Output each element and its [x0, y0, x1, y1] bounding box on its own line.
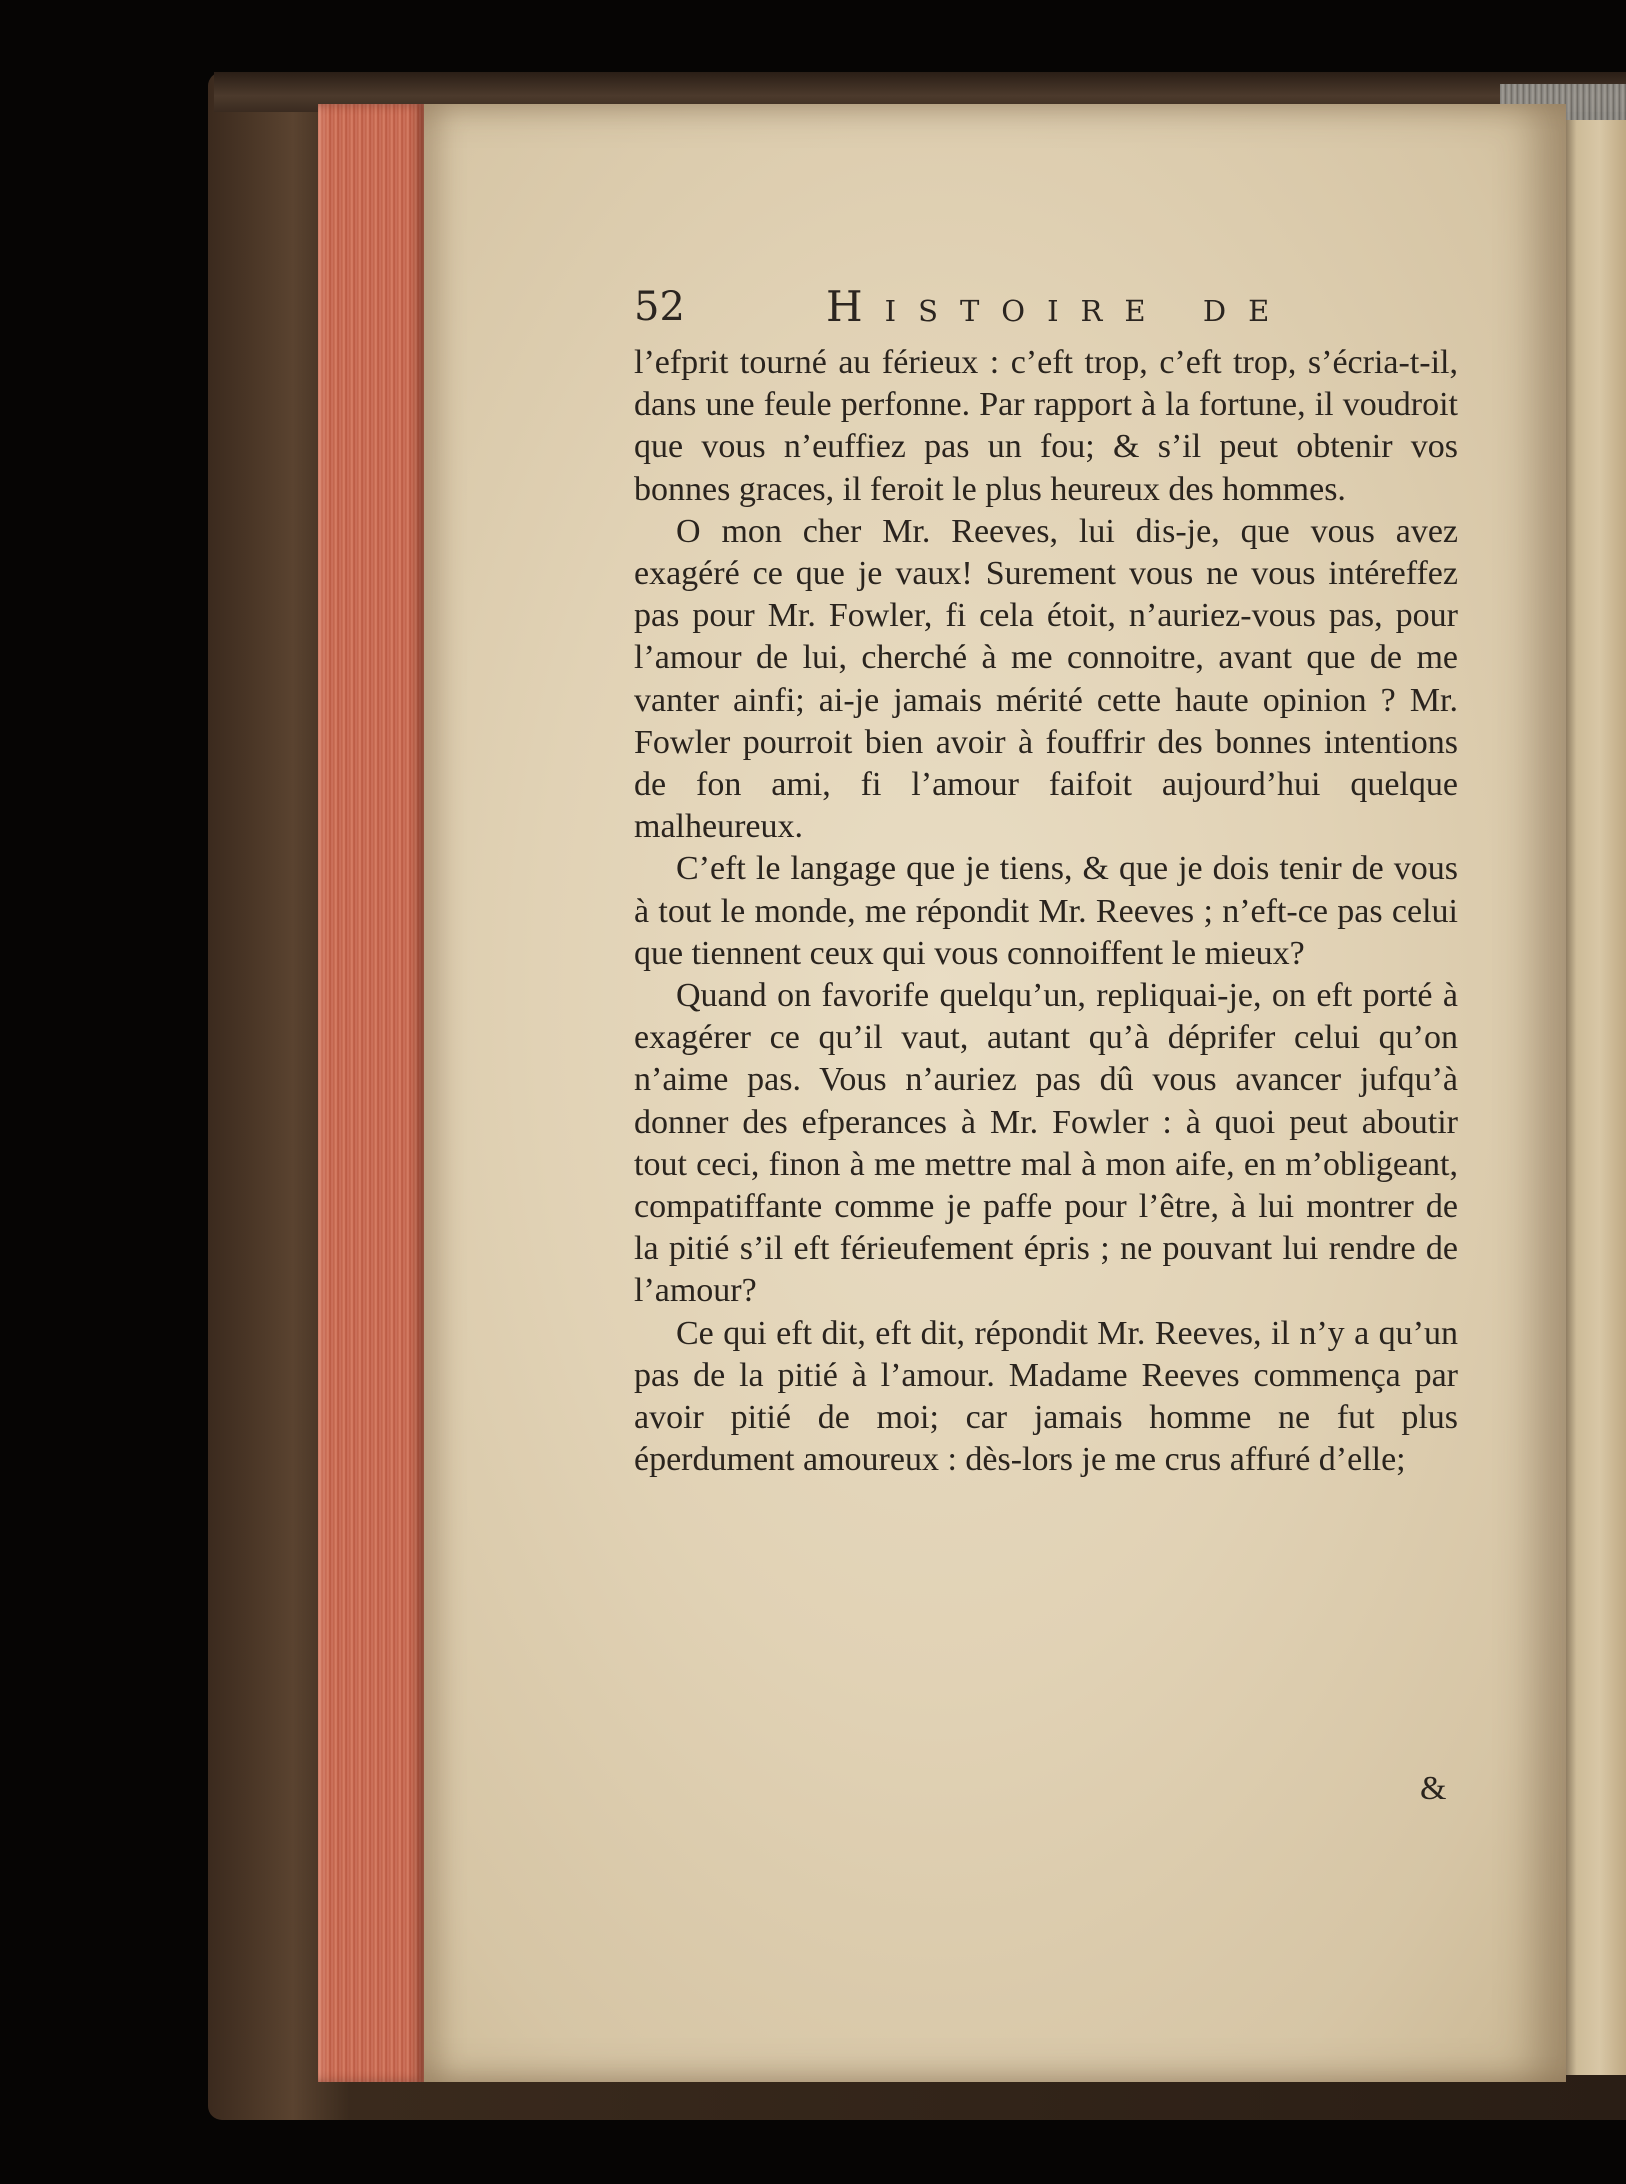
page-text: [634, 342, 1458, 1481]
catchword: &: [1420, 1770, 1447, 1807]
running-head: [634, 282, 1434, 332]
page-number: 52: [634, 284, 685, 330]
paragraph-5: Ce qui eft dit, eft dit, répondit Mr. Reeves, il n’y a qu’un pas de la pitié à l’amour. Madame Reeves commença par avoir pitié de moi; car jamais homme ne fut plus éperdument amoureux : dès-lors je me crus affuré d’elle;: [634, 1314, 1458, 1479]
paragraph-1: l’efprit tourné au férieux : c’eft trop, c’eft trop, s’écria-t-il, dans une feule perfonne. Par rapport à la fortune, il voudroit que vous n’euffiez pas un fou; & s’il peut obtenir vos bonnes graces, il feroit le plus heureux des hommes.: [634, 344, 1458, 508]
paragraph-3: C’eft le langage que je tiens, & que je dois tenir de vous à tout le monde, me répondit Mr. Reeves ; n’eft-ce pas celui que tiennent ceux qui vous connoiffent le mieux?: [634, 850, 1458, 972]
facing-page-edge: [1560, 120, 1626, 2075]
running-title: Histoire de: [826, 282, 1292, 331]
paragraph-2: O mon cher Mr. Reeves, lui dis-je, que vous avez exagéré ce que je vaux! Surement vous ne vous intéreffez pas pour Mr. Fowler, fi cela étoit, n’auriez-vous pas, pour l’amour de lui, cherché à me connoitre, avant que de me vanter ainfi; ai-je jamais mérité cette haute opinion ? Mr. Fowler pourroit bien avoir à fouffrir des bonnes intentions de fon ami, fi l’amour faifoit aujourd’hui quelque malheureux.: [634, 512, 1458, 846]
paragraph-4: Quand on favorife quelqu’un, repliquai-je, on eft porté à exagérer ce qu’il vaut, autant qu’à déprifer celui qu’on n’aime pas. Vous n’auriez pas dû vous avancer jufqu’à donner des efperances à Mr. Fowler : à quoi peut aboutir tout ceci, finon à me mettre mal à mon aife, en m’obligeant, compatiffante comme je paffe pour l’être, à lui montrer de la pitié s’il eft férieufement épris ; ne pouvant lui rendre de l’amour?: [634, 977, 1458, 1310]
red-page-edges: [318, 104, 426, 2082]
